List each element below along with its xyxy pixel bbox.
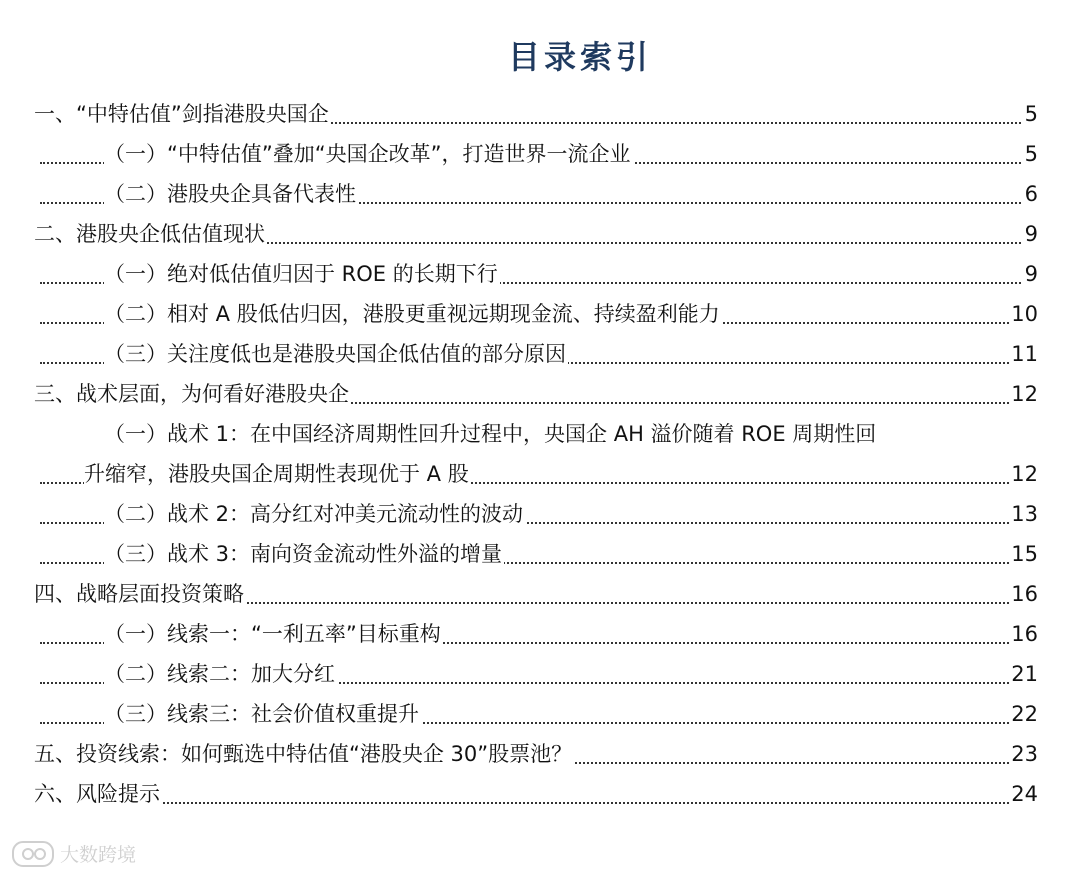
toc-entry-label: 一、“中特估值”剑指港股央国企 (34, 102, 329, 126)
toc-entry-label: 六、风险提示 (34, 782, 160, 806)
toc-entry-label: 升缩窄，港股央国企周期性表现优于 A 股 (84, 462, 469, 486)
toc-entry-label: （二）战术 2：高分红对冲美元流动性的波动 (104, 502, 524, 526)
page-title: 目录索引 (507, 38, 652, 76)
toc-page-number: 9 (1024, 262, 1038, 286)
toc-entry-label: （二）港股央企具备代表性 (104, 182, 356, 206)
toc-entry-label: （二）线索二：加大分红 (104, 662, 335, 686)
watermark (12, 840, 136, 867)
toc-entry-label: （一）绝对低估值归因于 ROE 的长期下行 (104, 262, 498, 286)
toc-page-number: 12 (1011, 462, 1038, 486)
toc-page-number: 24 (1011, 782, 1038, 806)
toc-page-number: 13 (1011, 502, 1038, 526)
toc-page-number: 9 (1024, 222, 1038, 246)
toc-page-number: 16 (1011, 622, 1038, 646)
toc-entry-label: 五、投资线索：如何甄选中特估值“港股央企 30”股票池？ (34, 742, 573, 766)
dot-leader (40, 802, 1036, 804)
toc-entry-4[interactable] (0, 574, 1080, 614)
toc-entry-label: （一）线索一：“一利五率”目标重构 (104, 622, 441, 646)
toc-page-number: 22 (1011, 702, 1038, 726)
toc-page-number: 16 (1011, 582, 1038, 606)
toc-page-number: 15 (1011, 542, 1038, 566)
toc-page-number: 23 (1011, 742, 1038, 766)
toc-page-number: 5 (1024, 142, 1038, 166)
toc-entry-2[interactable] (0, 214, 1080, 254)
toc-entry-3-2[interactable] (0, 494, 1080, 534)
toc-page-number: 10 (1011, 302, 1038, 326)
toc-page-number: 5 (1024, 102, 1038, 126)
toc-entry-label: （二）相对 A 股低估归因，港股更重视远期现金流、持续盈利能力 (104, 302, 720, 326)
toc-entry-label: （三）战术 3：南向资金流动性外溢的增量 (104, 542, 503, 566)
toc-entry-label: 三、战术层面，为何看好港股央企 (34, 382, 349, 406)
toc-entry-4-2[interactable] (0, 654, 1080, 694)
toc-page-number: 11 (1011, 342, 1038, 366)
toc-entry-label: （三）线索三：社会价值权重提升 (104, 702, 419, 726)
toc-entry-5[interactable] (0, 734, 1080, 774)
toc-entry-label: （三）关注度低也是港股央国企低估值的部分原因 (104, 342, 566, 366)
toc-entry-3-3[interactable] (0, 534, 1080, 574)
toc-entry-4-3[interactable] (0, 694, 1080, 734)
toc-entry-1[interactable] (0, 94, 1080, 134)
watermark-text: 大数跨境 (60, 844, 137, 866)
toc-entry-3-1-line1[interactable] (0, 414, 1080, 454)
toc-entry-label: 四、战略层面投资策略 (34, 582, 244, 606)
toc-entry-4-1[interactable] (0, 614, 1080, 654)
toc-entry-1-1[interactable] (0, 134, 1080, 174)
toc-entry-label: 二、港股央企低估值现状 (34, 222, 265, 246)
toc-entry-label: （一）战术 1：在中国经济周期性回升过程中，央国企 AH 溢价随着 ROE 周期性回 (104, 422, 877, 446)
toc-entry-1-2[interactable] (0, 174, 1080, 214)
toc-entry-2-2[interactable] (0, 294, 1080, 334)
toc-entry-2-3[interactable] (0, 334, 1080, 374)
toc-entry-3-1-line2[interactable] (0, 454, 1080, 494)
logo-icon (12, 841, 54, 867)
toc-page-number: 6 (1024, 182, 1038, 206)
toc-page-number: 21 (1011, 662, 1038, 686)
toc-entry-label: （一）“中特估值”叠加“央国企改革”，打造世界一流企业 (104, 142, 631, 166)
toc-page-number: 12 (1011, 382, 1038, 406)
toc-entry-3[interactable] (0, 374, 1080, 414)
toc-entry-6[interactable] (0, 774, 1080, 814)
toc-entry-2-1[interactable] (0, 254, 1080, 294)
